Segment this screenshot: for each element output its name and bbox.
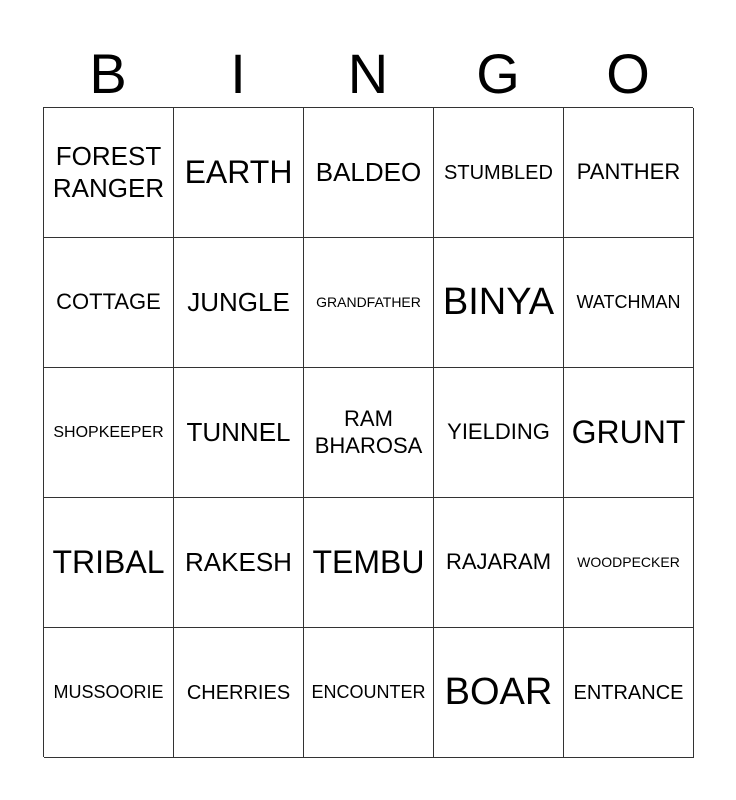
- bingo-cell[interactable]: ENTRANCE: [564, 628, 694, 758]
- bingo-cell[interactable]: JUNGLE: [174, 238, 304, 368]
- bingo-cell[interactable]: RAKESH: [174, 498, 304, 628]
- header-letter-o: O: [606, 42, 650, 105]
- header-letter-n: N: [347, 42, 389, 105]
- bingo-cell[interactable]: TUNNEL: [174, 368, 304, 498]
- bingo-cell[interactable]: PANTHER: [564, 108, 694, 238]
- bingo-cell[interactable]: BOAR: [434, 628, 564, 758]
- bingo-cell[interactable]: WATCHMAN: [564, 238, 694, 368]
- bingo-cell[interactable]: RAJARAM: [434, 498, 564, 628]
- bingo-card-grid: [43, 107, 693, 757]
- bingo-cell[interactable]: CHERRIES: [174, 628, 304, 758]
- bingo-cell[interactable]: BALDEO: [304, 108, 434, 238]
- bingo-header: [43, 42, 693, 106]
- header-letter-i: I: [230, 42, 246, 105]
- bingo-cell[interactable]: RAM BHAROSA: [304, 368, 434, 498]
- bingo-cell[interactable]: STUMBLED: [434, 108, 564, 238]
- bingo-cell[interactable]: EARTH: [174, 108, 304, 238]
- bingo-cell[interactable]: MUSSOORIE: [44, 628, 174, 758]
- bingo-cell[interactable]: TEMBU: [304, 498, 434, 628]
- bingo-cell[interactable]: COTTAGE: [44, 238, 174, 368]
- bingo-cell[interactable]: ENCOUNTER: [304, 628, 434, 758]
- header-letter-b: B: [89, 42, 127, 105]
- bingo-cell[interactable]: WOODPECKER: [564, 498, 694, 628]
- bingo-cell[interactable]: GRUNT: [564, 368, 694, 498]
- bingo-cell[interactable]: GRANDFATHER: [304, 238, 434, 368]
- bingo-cell[interactable]: FOREST RANGER: [44, 108, 174, 238]
- bingo-cell[interactable]: BINYA: [434, 238, 564, 368]
- header-letter-g: G: [476, 42, 520, 105]
- bingo-cell[interactable]: SHOPKEEPER: [44, 368, 174, 498]
- bingo-cell[interactable]: TRIBAL: [44, 498, 174, 628]
- bingo-cell[interactable]: YIELDING: [434, 368, 564, 498]
